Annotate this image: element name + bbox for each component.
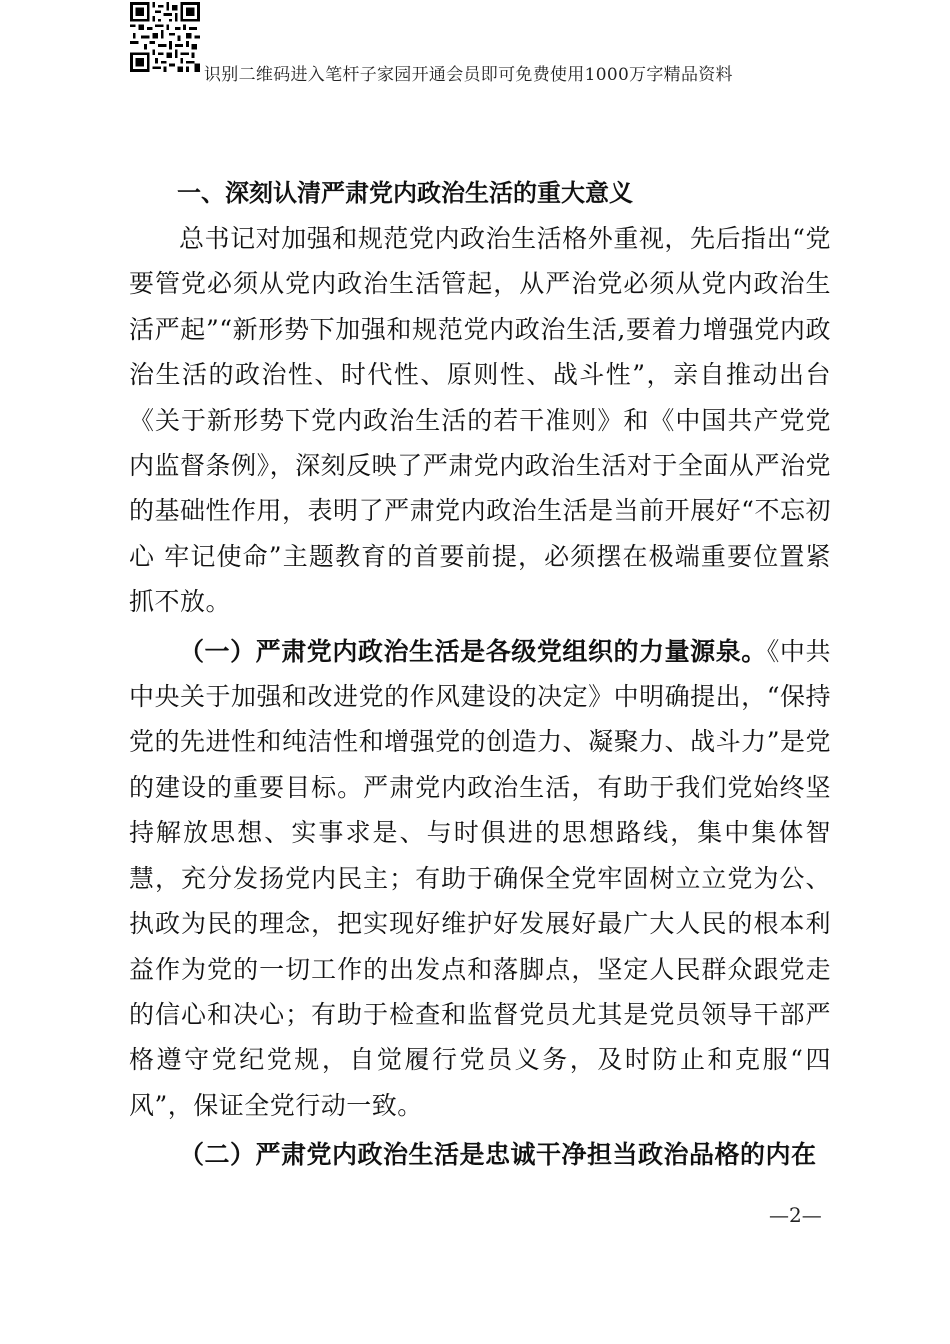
sub-heading: （一）严肃党内政治生活是各级党组织的力量源泉。 — [179, 636, 767, 666]
paragraph — [129, 1132, 831, 1177]
qr-code-icon — [130, 2, 200, 72]
document-body — [129, 170, 831, 1178]
sub-heading: （二）严肃党内政治生活是忠诚干净担当政治品格的内在 — [179, 1140, 817, 1170]
header-notice: 识别二维码进入笔杆子家园开通会员即可免费使用1000万字精品资料 — [204, 65, 733, 85]
page-number: —2— — [769, 1203, 822, 1227]
paragraph — [129, 629, 831, 1128]
paragraph-text: 《中共中央关于加强和改进党的作风建设的决定》中明确提出，“保持党的先进性和纯洁性和增强党的创造力、凝聚力、战斗力”是党的建设的重要目标。严肃党内政治生活，有助于我们党始终坚持解放思想、实事求是、与时俱进的思想路线，集中集体智慧，充分发扬党内民主；有助于确保全党牢固树立立党为公、执政为民的理念，把实现好维护好发展好最广大人民的根本利益作为党的一切工作的出发点和落脚点，坚定人民群众跟党走的信心和决心；有助于检查和监督党员尤其是党员领导干部严格遵守党纪党规，自觉履行党员义务，及时防止和克服“四风”，保证全党行动一致。 — [129, 636, 831, 1120]
paragraph: 总书记对加强和规范党内政治生活格外重视，先后指出“党要管党必须从党内政治生活管起，从严治党必须从党内政治生活严起”“新形势下加强和规范党内政治生活,要着力增强党内政治生活的政治性、时代性、原则性、战斗性”，亲自推动出台《关于新形势下党内政治生活的若干准则》和《中国共产党党内监督条例》，深刻反映了严肃党内政治生活对于全面从严治党的基础性作用，表明了严肃党内政治生活是当前开展好“不忘初心 牢记使命”主题教育的首要前提，必须摆在极端重要位置紧抓不放。 — [129, 224, 831, 617]
section-heading: 一、深刻认清严肃党内政治生活的重大意义 — [177, 179, 633, 207]
